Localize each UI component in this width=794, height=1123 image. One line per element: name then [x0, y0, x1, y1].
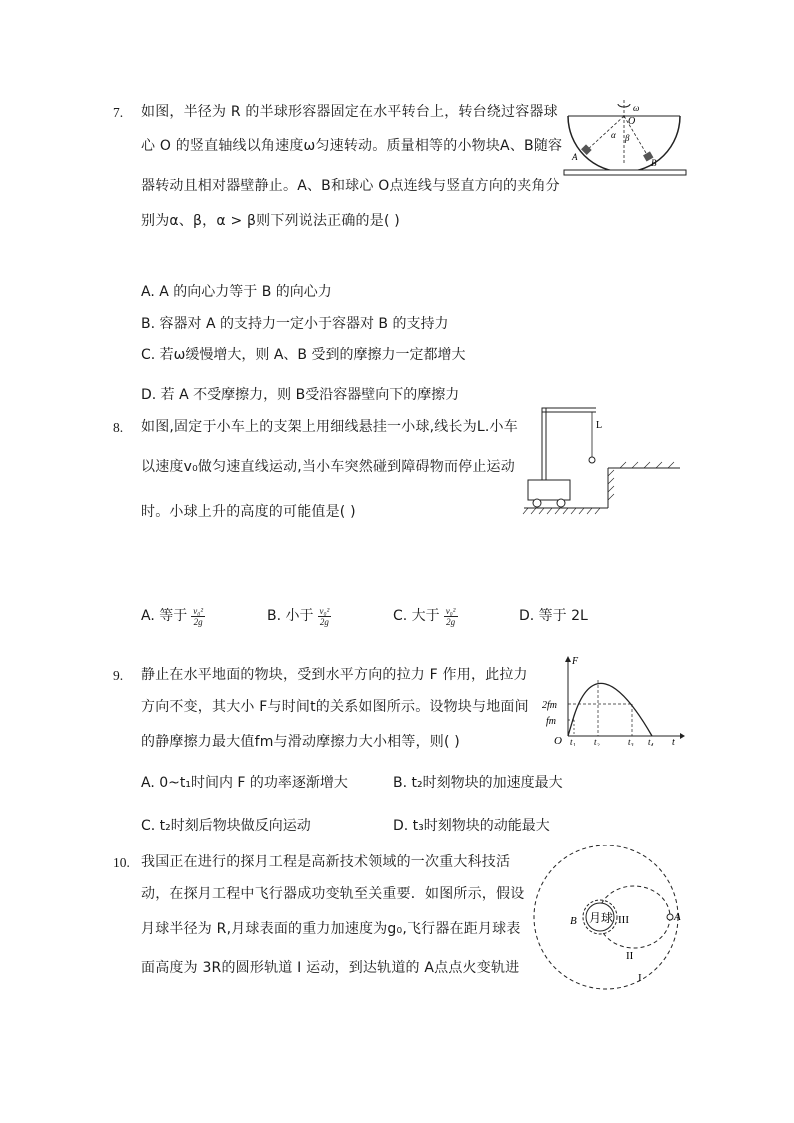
- option-b[interactable]: B. t₂时刻物块的加速度最大: [393, 775, 563, 791]
- question-number: 10.: [113, 855, 130, 870]
- t1-label: t₁: [570, 737, 576, 746]
- moon-label: 月球: [589, 911, 614, 925]
- cart-pendulum-figure: [520, 404, 685, 522]
- fraction-numerator: v₀²: [445, 605, 456, 616]
- fraction: [444, 606, 458, 627]
- spacecraft-a: [667, 914, 673, 920]
- point-b-label: B: [570, 915, 577, 927]
- hemisphere-figure: [562, 98, 687, 178]
- ground-hatch: [523, 508, 600, 514]
- question-number: 8.: [113, 420, 124, 435]
- question-text-line: 心 O 的竖直轴线以角速度ω匀速转动。质量相等的小物块A、B随容: [141, 138, 563, 154]
- orbit-iii-label: III: [618, 914, 629, 926]
- question-text-line: 月球半径为 R,月球表面的重力加速度为g₀,飞行器在距月球表: [141, 921, 521, 937]
- option-d[interactable]: D. 若 A 不受摩擦力，则 B受沿容器壁向下的摩擦力: [141, 387, 460, 403]
- question-text-line: 如图,固定于小车上的支架上用细线悬挂一小球,线长为L.小车: [141, 419, 518, 435]
- turntable: [564, 170, 686, 175]
- f-axis-arrow-icon: [565, 656, 571, 662]
- fraction-denominator: 2g: [319, 616, 329, 627]
- cart-wheel: [557, 499, 565, 507]
- question-text-line: 我国正在进行的探月工程是高新技术领域的一次重大科技活: [141, 854, 511, 870]
- question-text-line: 时。小球上升的高度的可能值是( ): [141, 504, 356, 520]
- option-a[interactable]: A. 0~t₁时间内 F 的功率逐渐增大: [141, 775, 348, 791]
- option-a[interactable]: [141, 605, 205, 627]
- t-axis-arrow-icon: [680, 733, 685, 739]
- t-axis-label: t: [672, 737, 675, 746]
- t2-label: t₂: [594, 737, 600, 746]
- option-c[interactable]: C. t₂时刻后物块做反向运动: [141, 818, 311, 834]
- option-a[interactable]: A. A 的向心力等于 B 的向心力: [141, 284, 332, 300]
- question-text-line: 动，在探月工程中飞行器成功变轨至关重要．如图所示，假设: [141, 886, 525, 902]
- question-text-line: 的静摩擦力最大值fm与滑动摩擦力大小相等，则( ): [141, 734, 460, 750]
- question-text-line: 别为α、β，α > β则下列说法正确的是( ): [141, 213, 400, 229]
- orbit-ii-label: II: [626, 950, 634, 962]
- question-text-line: 器转动且相对器壁静止。A、B和球心 O点连线与竖直方向的夹角分: [141, 178, 560, 194]
- t3-label: t₃: [628, 737, 634, 746]
- fraction-numerator: v₀²: [193, 605, 204, 616]
- ball: [589, 457, 595, 463]
- option-b[interactable]: [267, 605, 331, 627]
- support-pole: [542, 408, 546, 480]
- force-curve: [568, 683, 652, 736]
- point-a-label: A: [572, 152, 578, 162]
- point-a-label: A: [674, 911, 681, 923]
- question-text-line: 静止在水平地面的物块，受到水平方向的拉力 F 作用，此拉力: [141, 667, 528, 683]
- t4-label: t₄: [648, 737, 654, 746]
- two-fm-label: 2fm: [542, 700, 557, 711]
- option-b[interactable]: B. 容器对 A 的支持力一定小于容器对 B 的支持力: [141, 316, 449, 332]
- moon-orbit-figure: [526, 845, 686, 995]
- line-oa: [586, 116, 624, 151]
- beta-label: β: [625, 133, 630, 143]
- cart-body: [528, 480, 570, 500]
- omega-label: ω: [633, 103, 640, 113]
- question-number: 9.: [113, 668, 124, 683]
- cart-wheel: [533, 499, 541, 507]
- f-axis-label: F: [572, 656, 579, 667]
- question-number: 7.: [113, 105, 124, 120]
- point-b-label: B: [651, 158, 657, 168]
- fraction-denominator: 2g: [193, 616, 203, 627]
- option-label: B. 小于: [267, 608, 314, 624]
- origin-label: O: [554, 735, 562, 746]
- option-d[interactable]: D. 等于 2L: [519, 608, 588, 624]
- hemisphere-bowl: [568, 116, 680, 172]
- length-label: L: [596, 420, 603, 431]
- center-o-label: O: [628, 116, 636, 127]
- fraction-numerator: v₀²: [319, 605, 330, 616]
- option-c[interactable]: C. 若ω缓慢增大，则 A、B 受到的摩擦力一定都增大: [141, 347, 466, 363]
- force-time-graph: [540, 654, 685, 746]
- alpha-label: α: [611, 130, 616, 140]
- option-d[interactable]: D. t₃时刻物块的动能最大: [393, 818, 550, 834]
- fraction: [318, 606, 332, 627]
- option-label: A. 等于: [141, 608, 188, 624]
- question-text-line: 以速度v₀做匀速直线运动,当小车突然碰到障碍物而停止运动: [141, 459, 515, 475]
- fraction-denominator: 2g: [446, 616, 456, 627]
- orbit-i-label: I: [638, 972, 642, 984]
- fm-label: fm: [546, 716, 556, 727]
- option-c[interactable]: [393, 605, 458, 627]
- question-text-line: 面高度为 3R的圆形轨道 I 运动，到达轨道的 A点点火变轨进: [141, 960, 520, 976]
- option-label: C. 大于: [393, 608, 440, 624]
- question-text-line: 方向不变，其大小 F与时间t的关系如图所示。设物块与地面间: [141, 699, 529, 715]
- question-text-line: 如图，半径为 R 的半球形容器固定在水平转台上，转台绕过容器球: [141, 104, 558, 120]
- fraction: [191, 606, 205, 627]
